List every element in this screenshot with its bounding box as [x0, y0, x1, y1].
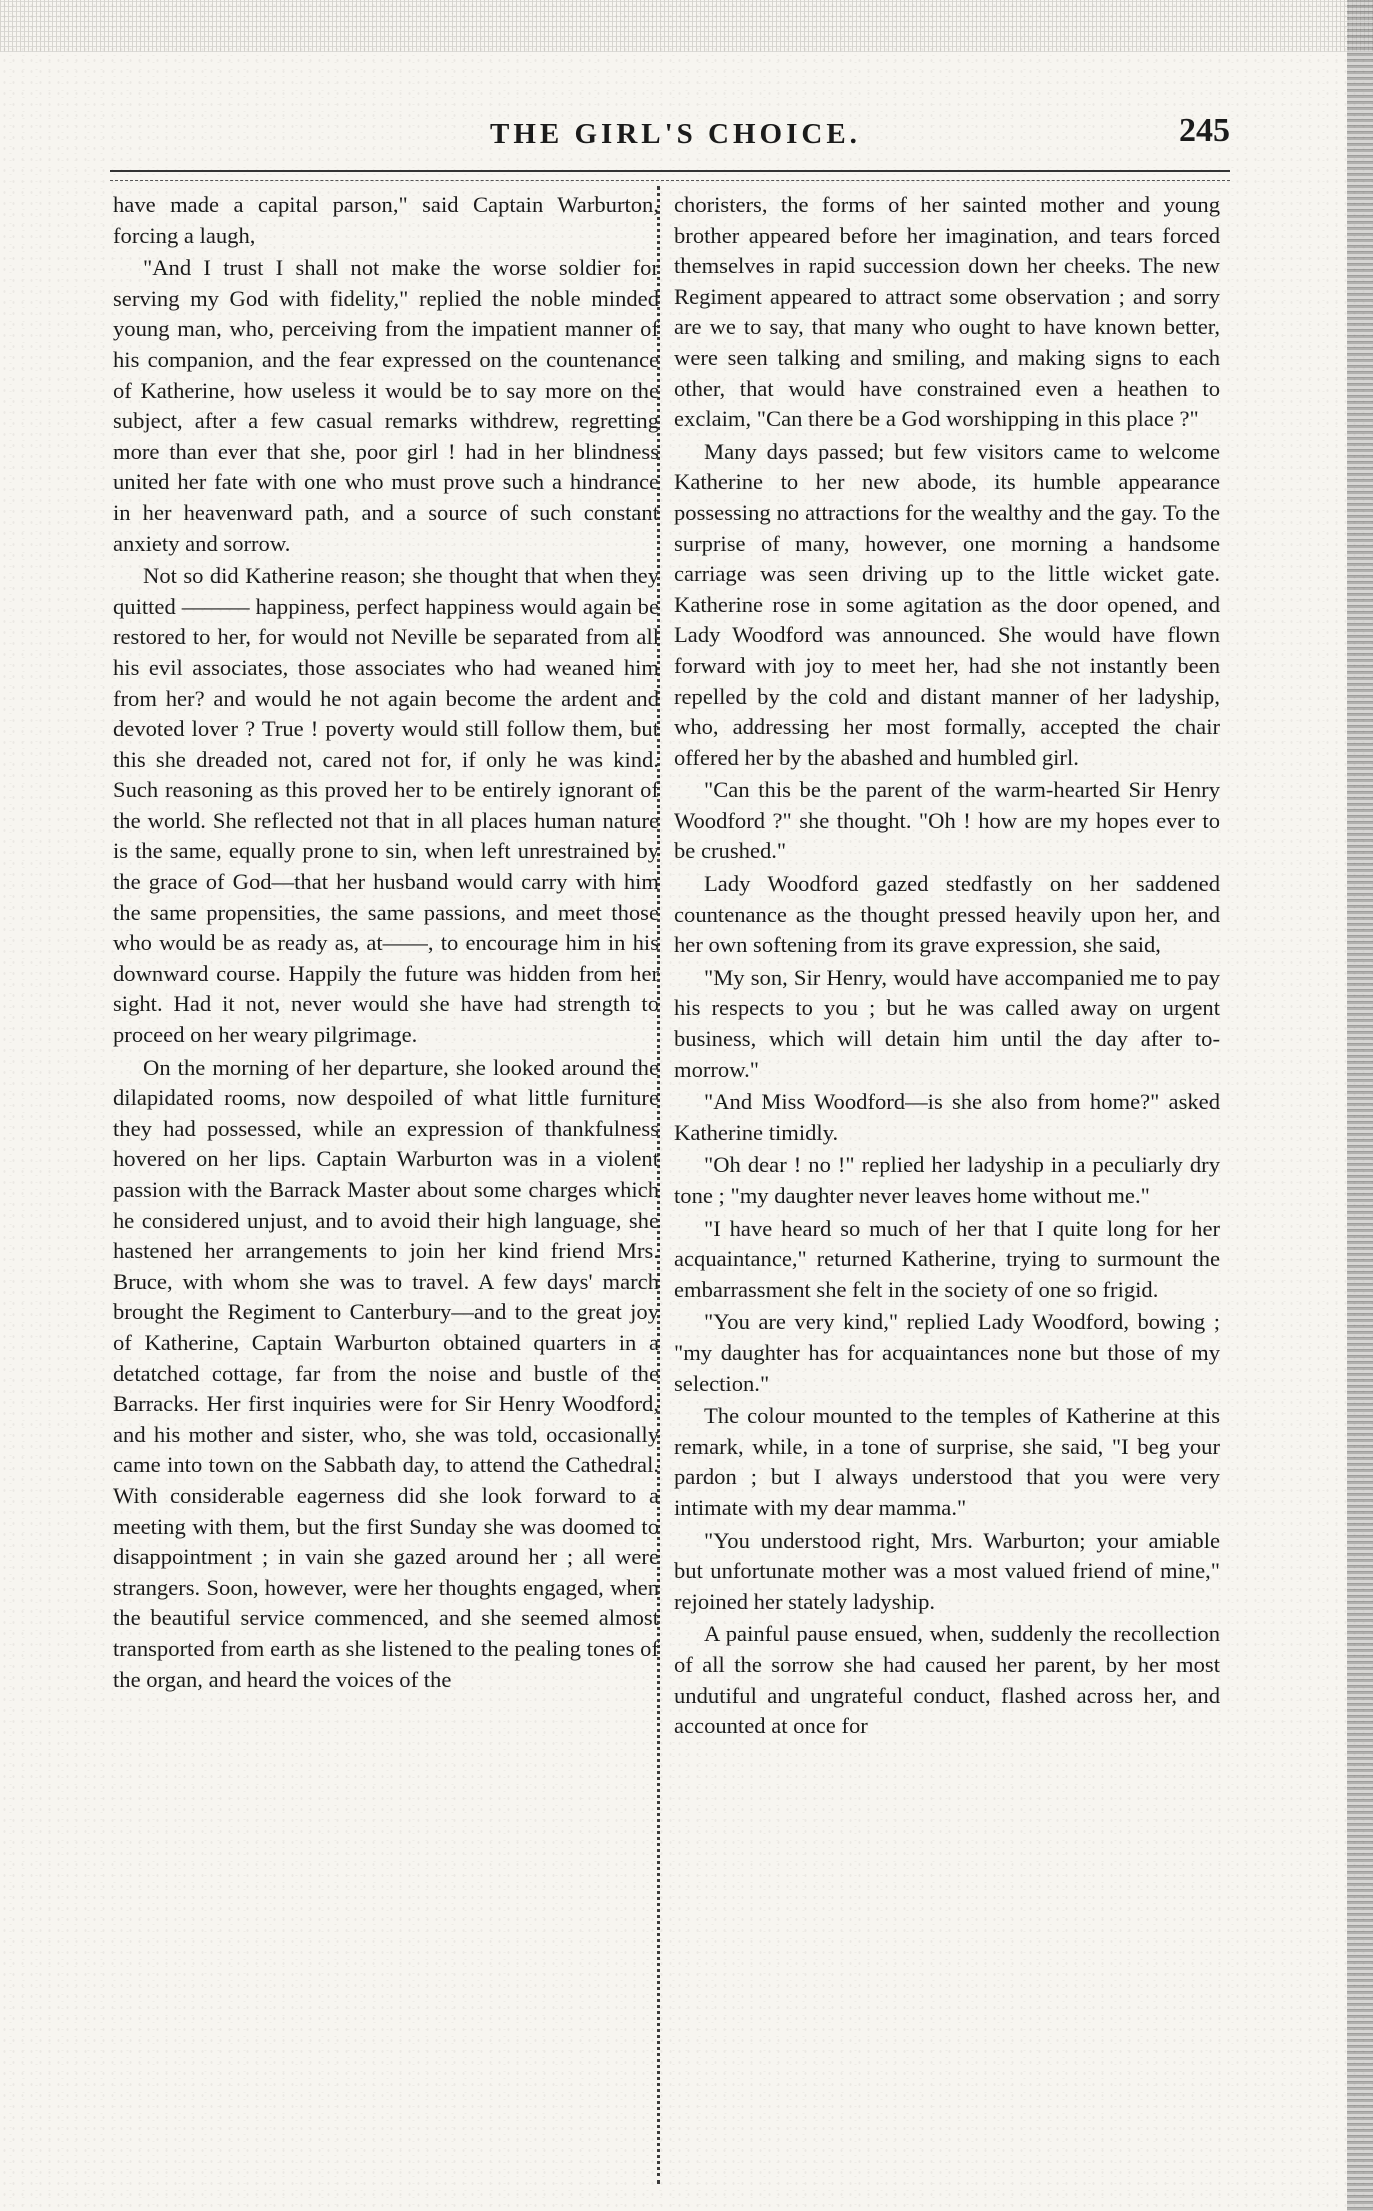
- paragraph: "My son, Sir Henry, would have accompanied me to pay his respects to you ; but he was called away on urgent business, which will detain him until the day after to-morrow.": [674, 964, 1220, 1082]
- paragraph: A painful pause ensued, when, suddenly the recollection of all the sorrow she had caused her parent, by her most undutiful and ungrateful conduct, flashed across her, and accounted at once for: [674, 1621, 1220, 1739]
- paragraph: Many days passed; but few visitors came to welcome Katherine to her new abode, its humble appearance possessing no attractions for the wealthy and the gay. To the surprise of many, however, one morning a handsome carriage was seen driving up to the little wicket gate. Katherine rose in some agitation as the door opened, and Lady Woodford was announced. She would have flown forward with joy to meet her, had she not instantly been repelled by the cold and distant manner of her ladyship, who, addressing her most formally, accepted the chair offered her by the abashed and humbled girl.: [674, 438, 1220, 770]
- header-rule: [110, 170, 1230, 181]
- paragraph: have made a capital parson," said Captain Warburton, forcing a laugh,: [113, 192, 659, 248]
- paragraph: "I have heard so much of her that I quite long for her acquaintance," returned Katherine, trying to surmount the embarrassment she felt in the society of one so frigid.: [674, 1215, 1220, 1302]
- paragraph: The colour mounted to the temples of Katherine at this remark, while, in a tone of surprise, she said, "I beg your pardon ; but I always understood that you were very intimate with my dear mamma.": [674, 1403, 1220, 1520]
- paragraph: "You are very kind," replied Lady Woodford, bowing ; "my daughter has for acquaintances none but those of my selection.": [674, 1309, 1220, 1396]
- paragraph: "And Miss Woodford—is she also from home?" asked Katherine timidly.: [674, 1089, 1220, 1145]
- paragraph: choristers, the forms of her sainted mother and young brother appeared before her imagination, and tears forced themselves in rapid succession down her cheeks. The new Regiment appeared to attract some observation ; and sorry are we to say, that many who ought to have known better, were seen talking and smiling, and making signs to each other, that would have constrained even a heathen to exclaim, "Can there be a God worshipping in this place ?": [674, 192, 1220, 432]
- paragraph: Not so did Katherine reason; she thought that when they quitted ——— happiness, perfect happiness would again be restored to her, for would not Neville be separated from all his evil associates, those associates who had weaned him from her? and would he not again become the ardent and devoted lover ? True ! poverty would still follow them, but this she dreaded not, cared not for, if only he was kind. Such reasoning as this proved her to be entirely ignorant of the world. She reflected not that in all places human nature is the same, equally prone to sin, when left unrestrained by the grace of God—that her husband would carry with him the same propensities, the same passions, and meet those who would be as ready as, at——, to encourage him in his downward course. Happily the future was hidden from her sight. Had it not, never would she have had strength to proceed on her weary pilgrimage.: [113, 563, 659, 1048]
- paragraph: "You understood right, Mrs. Warburton; your amiable but unfortunate mother was a most valued friend of mine," rejoined her stately ladyship.: [674, 1527, 1220, 1614]
- scan-edge-top: [0, 0, 1373, 52]
- paragraph: On the morning of her departure, she looked around the dilapidated rooms, now despoiled of what little furniture they had possessed, while an expression of thankfulness hovered on her lips. Captain Warburton was in a violent passion with the Barrack Master about some charges which he considered unjust, and to avoid their high language, she hastened her arrangements to join her kind friend Mrs. Bruce, with whom she was to travel. A few days' march brought the Regiment to Canterbury—and to the great joy of Katherine, Captain Warburton obtained quarters in a detatched cottage, far from the noise and bustle of the Barracks. Her first inquiries were for Sir Henry Woodford, and his mother and sister, who, she was told, occasionally came into town on the Sabbath day, to attend the Cathedral. With considerable eagerness did she look forward to a meeting with them, but the first Sunday she was doomed to disappointment ; in vain she gazed around her ; all were strangers. Soon, however, were her thoughts engaged, when the beautiful service commenced, and she seemed almost transported from earth as she listened to the pealing tones of the organ, and heard the voices of the: [113, 1054, 659, 1692]
- paragraph: "Can this be the parent of the warm-hearted Sir Henry Woodford ?" she thought. "Oh ! how are my hopes ever to be crushed.": [674, 777, 1220, 864]
- paragraph: "And I trust I shall not make the worse soldier for serving my God with fidelity," replied the noble minded young man, who, perceiving from the impatient manner of his companion, and the fear expressed on the countenance of Katherine, how useless it would be to say more on the subject, after a few casual remarks withdrew, regretting more than ever that she, poor girl ! had in her blindness united her fate with one who must prove such a hindrance in her heavenward path, and a source of such constant anxiety and sorrow.: [113, 255, 659, 556]
- right-column: [674, 190, 1220, 2180]
- page-header: [90, 112, 1230, 158]
- paragraph: "Oh dear ! no !" replied her ladyship in a peculiarly dry tone ; "my daughter never leaves home without me.": [674, 1152, 1220, 1208]
- page-number: 245: [1179, 112, 1230, 149]
- scan-edge-right: [1347, 0, 1373, 2211]
- left-column: [113, 190, 659, 2180]
- paragraph: Lady Woodford gazed stedfastly on her saddened countenance as the thought pressed heavily upon her, and her own softening from its grave expression, she said,: [674, 871, 1220, 958]
- running-title: THE GIRL'S CHOICE.: [490, 118, 861, 150]
- column-divider: [657, 186, 660, 2184]
